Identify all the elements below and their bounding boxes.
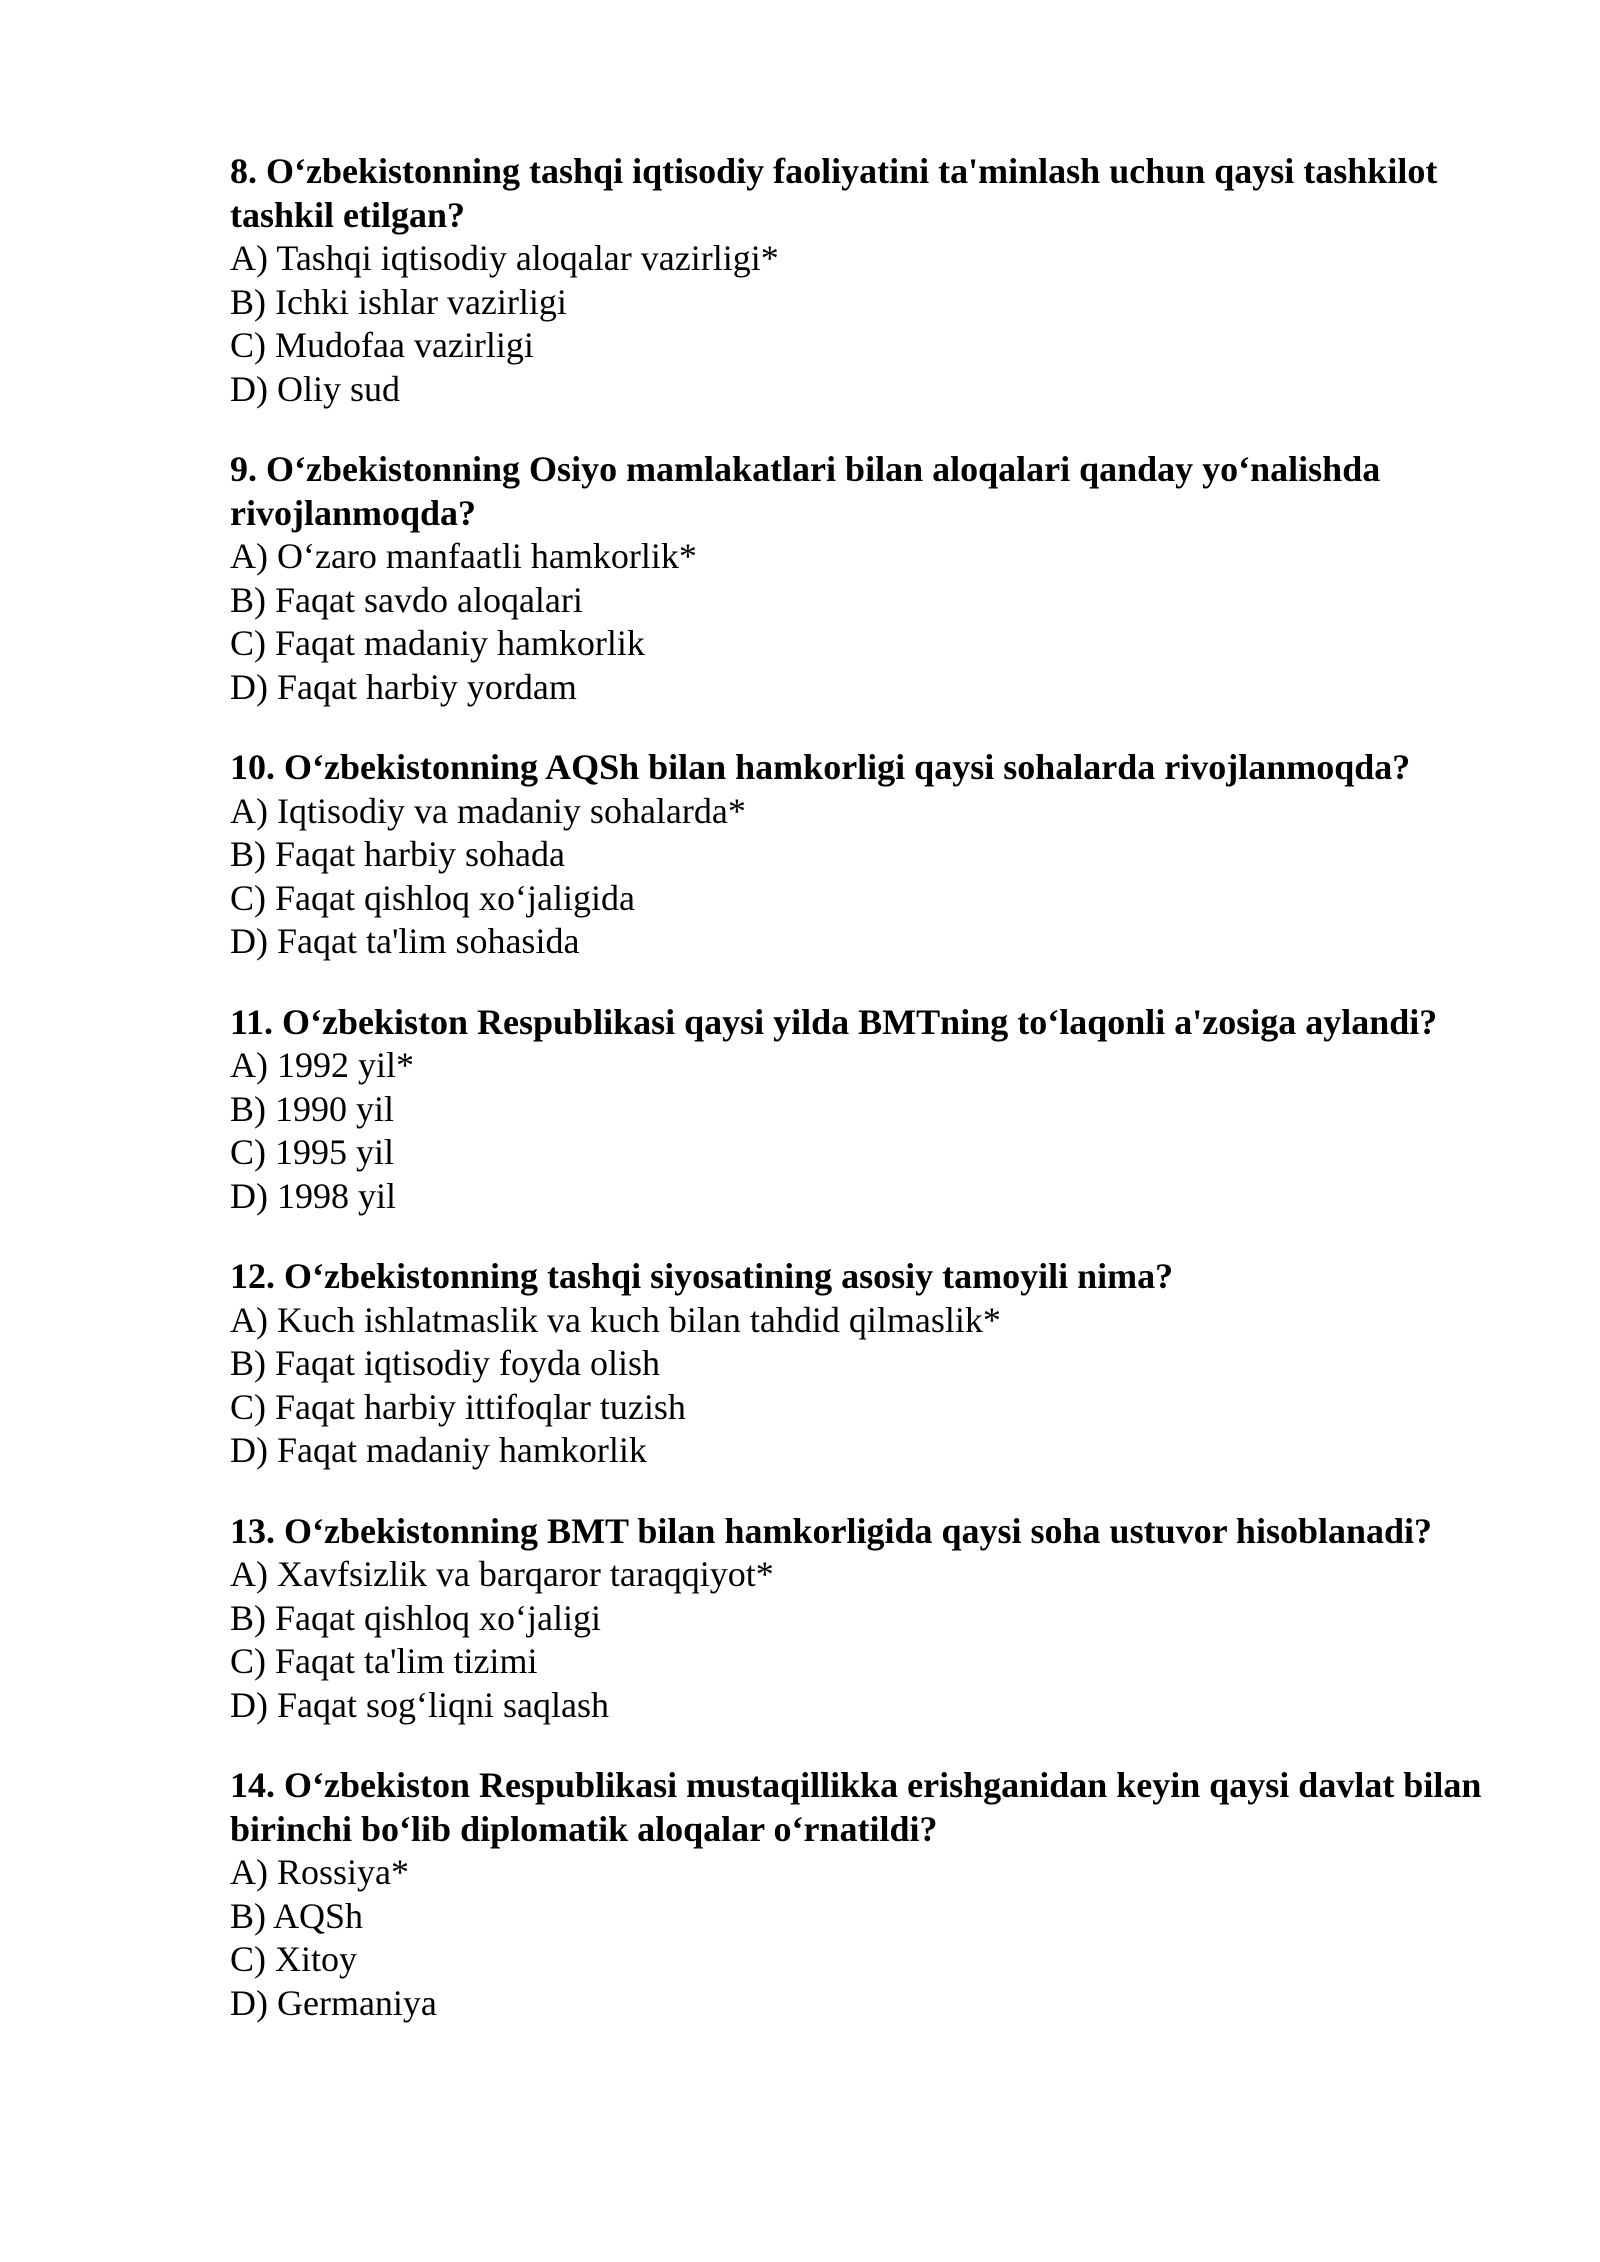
question-text: 10. O‘zbekistonning AQSh bilan hamkorligi qaysi sohalarda rivojlanmoqda? xyxy=(230,747,1411,787)
answer-option-c: C) Faqat ta'lim tizimi xyxy=(230,1641,538,1681)
question-text: 14. O‘zbekiston Respublikasi mustaqillikka erishganidan keyin qaysi davlat bilan birinchi bo‘lib diplomatik aloqalar o‘rnatildi? xyxy=(230,1765,1482,1849)
answer-option-d: D) 1998 yil xyxy=(230,1175,396,1216)
answer-options xyxy=(230,1044,1490,1218)
question-11 xyxy=(230,1001,1490,1219)
document-page xyxy=(230,150,1490,2062)
answer-option-a: A) Xavfsizlik va barqaror taraqqiyot* xyxy=(230,1554,774,1594)
answer-option-c: C) Faqat qishloq xo‘jaligida xyxy=(230,877,635,918)
answer-option-d: D) Oliy sud xyxy=(230,368,400,409)
answer-option-d: D) Faqat harbiy yordam xyxy=(230,666,577,707)
answer-options xyxy=(230,1851,1490,2025)
answer-option-d: D) Faqat ta'lim sohasida xyxy=(230,921,580,961)
answer-options xyxy=(230,535,1490,709)
answer-option-d: D) Faqat sog‘liqni saqlash xyxy=(230,1684,609,1725)
question-13 xyxy=(230,1510,1490,1728)
answer-option-d: D) Germaniya xyxy=(230,1982,437,2023)
question-12 xyxy=(230,1255,1490,1473)
answer-option-c: C) Xitoy xyxy=(230,1939,358,1979)
answer-option-c: C) 1995 yil xyxy=(230,1132,395,1172)
answer-option-a: A) Rossiya* xyxy=(230,1852,409,1892)
answer-option-a: A) O‘zaro manfaatli hamkorlik* xyxy=(230,536,697,576)
question-text: 12. O‘zbekistonning tashqi siyosatining asosiy tamoyili nima? xyxy=(230,1256,1174,1296)
answer-option-a: A) Iqtisodiy va madaniy sohalarda* xyxy=(230,790,746,831)
answer-option-b: B) 1990 yil xyxy=(230,1088,395,1129)
answer-option-d: D) Faqat madaniy hamkorlik xyxy=(230,1430,647,1470)
answer-option-b: B) Faqat qishloq xo‘jaligi xyxy=(230,1597,601,1638)
question-text: 9. O‘zbekistonning Osiyo mamlakatlari bilan aloqalari qanday yo‘nalishda rivojlanmoqda? xyxy=(230,449,1381,533)
question-14 xyxy=(230,1764,1490,2025)
answer-option-c: C) Faqat harbiy ittifoqlar tuzish xyxy=(230,1386,686,1427)
answer-options xyxy=(230,790,1490,964)
answer-option-c: C) Mudofaa vazirligi xyxy=(230,325,534,365)
answer-option-a: A) Kuch ishlatmaslik va kuch bilan tahdid qilmaslik* xyxy=(230,1299,1001,1340)
question-text: 13. O‘zbekistonning BMT bilan hamkorligida qaysi soha ustuvor hisoblanadi? xyxy=(230,1510,1433,1551)
answer-option-a: A) Tashqi iqtisodiy aloqalar vazirligi* xyxy=(230,238,779,278)
answer-option-b: B) Ichki ishlar vazirligi xyxy=(230,281,567,322)
question-9 xyxy=(230,448,1490,709)
answer-option-b: B) AQSh xyxy=(230,1895,364,1936)
answer-option-b: B) Faqat savdo aloqalari xyxy=(230,579,583,620)
answer-options xyxy=(230,237,1490,411)
answer-options xyxy=(230,1299,1490,1473)
question-text: 8. O‘zbekistonning tashqi iqtisodiy faoliyatini ta'minlash uchun qaysi tashkilot tashkil etilgan? xyxy=(230,151,1438,235)
answer-option-b: B) Faqat harbiy sohada xyxy=(230,834,565,874)
answer-option-b: B) Faqat iqtisodiy foyda olish xyxy=(230,1343,660,1383)
answer-option-c: C) Faqat madaniy hamkorlik xyxy=(230,623,645,663)
question-text: 11. O‘zbekiston Respublikasi qaysi yilda BMTning to‘laqonli a'zosiga aylandi? xyxy=(230,1001,1438,1042)
question-8 xyxy=(230,150,1490,411)
question-10 xyxy=(230,746,1490,964)
answer-option-a: A) 1992 yil* xyxy=(230,1045,414,1085)
answer-options xyxy=(230,1553,1490,1727)
